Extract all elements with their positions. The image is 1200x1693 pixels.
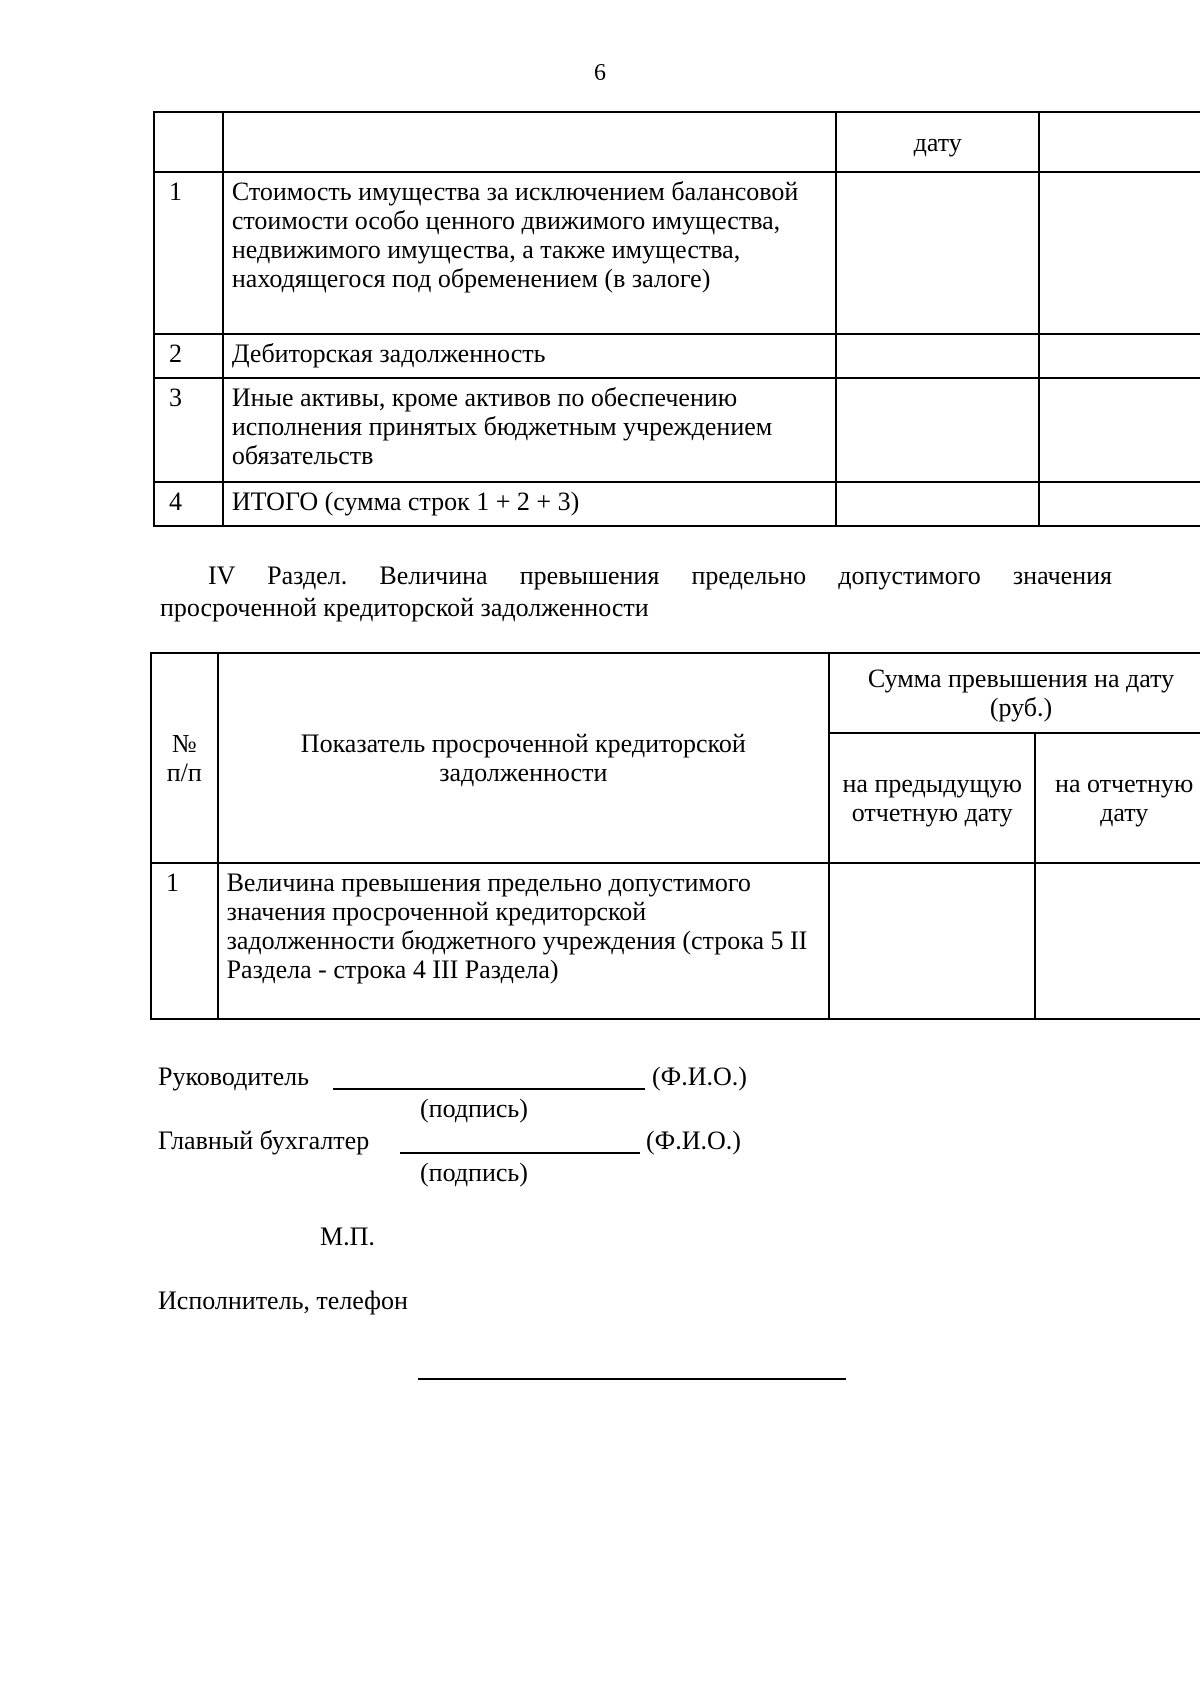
table-cell <box>836 172 1039 334</box>
table-cell <box>836 334 1039 378</box>
col-header-curr-date: на отчетную дату <box>1035 733 1200 863</box>
table-cell <box>836 482 1039 526</box>
accountant-signature-line <box>400 1152 640 1154</box>
section4-heading: IV Раздел. Величина превышения предельно допустимого значения просроченной кредиторской задолженности <box>160 561 1112 622</box>
row-label: Дебиторская задолженность <box>223 334 836 378</box>
table-cell <box>836 378 1039 482</box>
section4-table <box>150 652 1200 1020</box>
table-header-row <box>151 653 1200 733</box>
table-cell <box>1039 482 1200 526</box>
table-cell <box>829 863 1035 1019</box>
col-header-indicator: Показатель просроченной кредиторской задолженности <box>218 653 829 863</box>
row-number: 1 <box>151 863 218 1019</box>
row-number: 4 <box>154 482 223 526</box>
table-row <box>154 172 1200 334</box>
table-cell <box>1039 112 1200 172</box>
head-podpis: (подпись) <box>420 1094 528 1123</box>
table-cell <box>1039 172 1200 334</box>
row-label: Иные активы, кроме активов по обеспечению исполнения принятых бюджетным учреждением обязательств <box>223 378 836 482</box>
row-label: ИТОГО (сумма строк 1 + 2 + 3) <box>223 482 836 526</box>
head-fio: (Ф.И.О.) <box>652 1062 747 1091</box>
stamp-place: М.П. <box>320 1222 375 1251</box>
head-signature-line <box>333 1088 645 1090</box>
accountant-label: Главный бухгалтер <box>158 1126 370 1155</box>
table-row <box>151 863 1200 1019</box>
executor-label: Исполнитель, телефон <box>158 1286 408 1315</box>
header-cell-date: дату <box>836 112 1039 172</box>
row-label: Величина превышения предельно допустимого значения просроченной кредиторской задолженности бюджетного учреждения (строка 5 II Раздела - строка 4 III Раздела) <box>218 863 829 1019</box>
table-row <box>154 482 1200 526</box>
section3-table <box>153 111 1200 527</box>
row-number: 1 <box>154 172 223 334</box>
col-header-number: № п/п <box>151 653 218 863</box>
table-row <box>154 378 1200 482</box>
table-cell <box>1039 334 1200 378</box>
page-number: 6 <box>594 60 606 86</box>
table-row <box>154 334 1200 378</box>
table-row <box>154 112 1200 172</box>
row-number: 3 <box>154 378 223 482</box>
row-label: Стоимость имущества за исключением балансовой стоимости особо ценного движимого имущества, недвижимого имущества, а также имущества, находящегося под обременением (в залоге) <box>223 172 836 334</box>
table-cell <box>1039 378 1200 482</box>
col-header-prev-date: на предыдущую отчетную дату <box>829 733 1035 863</box>
accountant-fio: (Ф.И.О.) <box>646 1126 741 1155</box>
col-header-sum: Сумма превышения на дату (руб.) <box>829 653 1200 733</box>
end-divider-line <box>418 1378 846 1380</box>
table-cell <box>154 112 223 172</box>
head-label: Руководитель <box>158 1062 309 1091</box>
table-cell <box>223 112 836 172</box>
table-cell <box>1035 863 1200 1019</box>
row-number: 2 <box>154 334 223 378</box>
accountant-podpis: (подпись) <box>420 1158 528 1187</box>
